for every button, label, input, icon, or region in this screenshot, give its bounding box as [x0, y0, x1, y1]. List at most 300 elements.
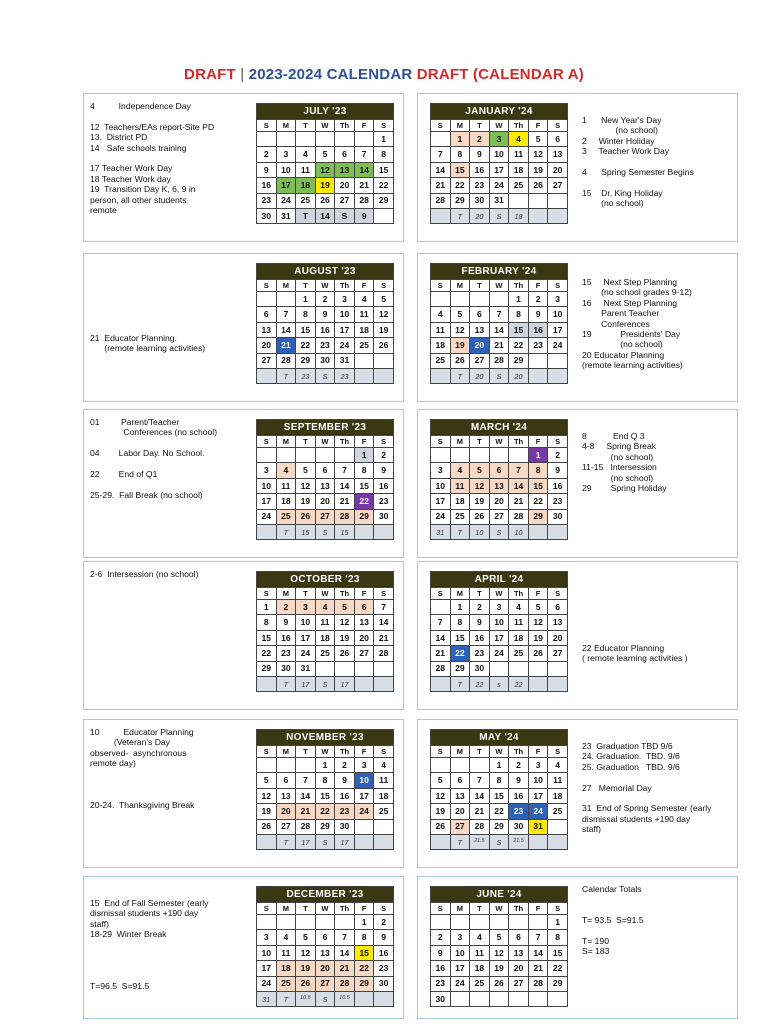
day-cell: 31 — [296, 661, 316, 676]
note-line — [582, 905, 736, 915]
day-cell: 13 — [509, 945, 529, 960]
day-cell: 20 — [548, 630, 568, 645]
day-cell: 8 — [354, 930, 374, 945]
day-cell: 21 — [276, 338, 296, 353]
note-line: 15 End of Fall Semester (early — [90, 898, 209, 908]
totals-cell: S — [315, 991, 335, 1006]
weekday-label: S — [374, 588, 394, 600]
day-cell: 23 — [257, 193, 277, 208]
note-line: 21 Educator Planning. — [90, 333, 177, 343]
weekday-label: S — [431, 746, 451, 758]
totals-cell — [548, 834, 568, 849]
calendar-sep23 — [256, 419, 394, 540]
calendar-jun24 — [430, 886, 568, 1007]
note-line — [582, 157, 736, 167]
day-cell — [374, 353, 394, 368]
note-line: remote — [90, 205, 117, 216]
day-cell: 23 — [335, 804, 355, 819]
weekday-label: W — [489, 588, 509, 600]
note-line: 15 Dr. King Holiday — [582, 187, 663, 198]
weekday-label: T — [470, 280, 490, 292]
notes-dec23 — [90, 898, 252, 992]
note-line — [90, 153, 252, 163]
day-cell — [489, 448, 509, 463]
day-cell: 15 — [450, 630, 470, 645]
day-cell: 20 — [509, 961, 529, 976]
day-cell: 25 — [431, 353, 451, 368]
day-cell: 16 — [315, 322, 335, 337]
day-cell: 18 — [296, 178, 316, 193]
day-cell: 24 — [257, 976, 277, 991]
day-cell: 27 — [450, 819, 470, 834]
weekday-label: F — [354, 280, 374, 292]
week-row — [257, 661, 394, 676]
note-line — [90, 769, 252, 779]
day-cell — [431, 292, 451, 307]
day-cell: 21 — [335, 961, 355, 976]
day-cell: 28 — [296, 819, 316, 834]
calendar-title-row — [431, 730, 568, 746]
day-cell: 10 — [276, 162, 296, 177]
totals-row — [257, 676, 394, 691]
calendar-nov23 — [256, 729, 394, 850]
day-cell: 17 — [431, 494, 451, 509]
day-cell: 14 — [489, 322, 509, 337]
note-line: 22 Educator Planning — [582, 643, 665, 653]
weekday-label: F — [528, 120, 548, 132]
day-cell: 13 — [276, 788, 296, 803]
totals-cell: 21.5 — [509, 834, 529, 849]
totals-cell — [548, 676, 568, 691]
totals-cell: 10 — [509, 524, 529, 539]
day-cell: 20 — [548, 162, 568, 177]
day-cell: 8 — [450, 615, 470, 630]
calendar-month-title: SEPTEMBER '23 — [257, 420, 394, 436]
weekday-label: S — [374, 120, 394, 132]
day-cell — [528, 915, 548, 930]
day-cell: 14 — [296, 788, 316, 803]
weekday-label: S — [374, 280, 394, 292]
weekday-label: S — [431, 120, 451, 132]
day-cell: 25 — [374, 804, 394, 819]
day-cell: 16 — [470, 630, 490, 645]
day-cell: 22 — [450, 178, 470, 193]
day-cell: 28 — [509, 509, 529, 524]
day-cell: 5 — [374, 292, 394, 307]
day-cell — [315, 661, 335, 676]
day-cell: 3 — [548, 292, 568, 307]
title-separator: | — [240, 66, 245, 83]
week-row — [257, 615, 394, 630]
weekday-label: S — [548, 903, 568, 915]
title-draft-left: DRAFT — [184, 66, 236, 83]
day-cell — [296, 132, 316, 147]
day-cell: 1 — [296, 292, 316, 307]
totals-cell: S — [315, 676, 335, 691]
weekday-label: S — [374, 436, 394, 448]
day-cell: 1 — [450, 600, 470, 615]
day-cell — [257, 915, 277, 930]
note-line: 11-15 Intersession — [582, 462, 657, 473]
totals-cell: T — [276, 834, 296, 849]
day-cell: 16 — [528, 322, 548, 337]
day-cell: 27 — [489, 509, 509, 524]
day-cell — [528, 193, 548, 208]
day-cell: 21 — [296, 804, 316, 819]
weekday-label: S — [431, 903, 451, 915]
weekday-label: M — [450, 120, 470, 132]
day-cell — [548, 991, 568, 1006]
day-cell: 14 — [470, 788, 490, 803]
week-row — [257, 788, 394, 803]
day-cell: 5 — [296, 930, 316, 945]
note-line: (Veteran's Day — [90, 737, 170, 748]
note-line: (remote learning activities) — [582, 360, 683, 371]
weekday-label: S — [431, 280, 451, 292]
day-cell: 7 — [489, 307, 509, 322]
day-cell: 6 — [509, 930, 529, 945]
weekday-label: F — [528, 436, 548, 448]
weekday-label: W — [315, 588, 335, 600]
week-row — [431, 307, 568, 322]
totals-cell — [354, 991, 374, 1006]
weekday-label: S — [257, 120, 277, 132]
totals-cell — [528, 834, 548, 849]
day-cell: 17 — [489, 162, 509, 177]
totals-cell — [257, 676, 277, 691]
day-cell: 22 — [450, 646, 470, 661]
day-cell: 11 — [276, 478, 296, 493]
day-cell: 16 — [276, 630, 296, 645]
day-cell — [296, 758, 316, 773]
day-cell: 22 — [354, 494, 374, 509]
note-line: 22 End of Q1 — [90, 469, 158, 479]
calendar-month-title: JUNE '24 — [431, 887, 568, 903]
week-row — [431, 147, 568, 162]
day-cell: 15 — [489, 788, 509, 803]
day-cell: 13 — [450, 788, 470, 803]
day-cell: 27 — [470, 353, 490, 368]
day-cell: 28 — [431, 661, 451, 676]
day-cell: 4 — [450, 463, 470, 478]
day-cell: 29 — [296, 353, 316, 368]
day-cell: 22 — [315, 804, 335, 819]
day-cell: 18 — [276, 961, 296, 976]
day-cell: 26 — [374, 338, 394, 353]
day-cell: 5 — [450, 307, 470, 322]
totals-row — [257, 834, 394, 849]
weekday-label: T — [296, 280, 316, 292]
note-line: 20 Educator Planning — [582, 349, 665, 360]
day-cell: 31 — [489, 193, 509, 208]
totals-cell — [374, 834, 394, 849]
day-cell: 2 — [374, 448, 394, 463]
weekday-label: S — [548, 280, 568, 292]
day-cell: 28 — [354, 193, 374, 208]
day-cell: 8 — [450, 147, 470, 162]
week-row — [257, 353, 394, 368]
day-cell: 8 — [509, 307, 529, 322]
day-cell: 14 — [431, 162, 451, 177]
weekday-header-row — [431, 120, 568, 132]
day-cell — [489, 661, 509, 676]
title-draft-right: DRAFT (CALENDAR A) — [416, 66, 584, 83]
day-cell: 29 — [489, 819, 509, 834]
totals-cell: S — [489, 834, 509, 849]
day-cell: 4 — [296, 147, 316, 162]
totals-cell: T — [450, 208, 470, 223]
day-cell: 27 — [548, 178, 568, 193]
day-cell: 15 — [509, 322, 529, 337]
weekday-label: Th — [335, 588, 355, 600]
weekday-label: F — [528, 588, 548, 600]
day-cell: 24 — [354, 804, 374, 819]
day-cell: 23 — [528, 338, 548, 353]
totals-cell — [528, 524, 548, 539]
day-cell: 12 — [528, 615, 548, 630]
week-row — [431, 132, 568, 147]
day-cell: 9 — [528, 307, 548, 322]
totals-row — [431, 368, 568, 383]
day-cell: 14 — [335, 945, 355, 960]
day-cell: 14 — [315, 208, 335, 223]
totals-cell: 23 — [335, 368, 355, 383]
day-cell: 9 — [374, 930, 394, 945]
day-cell: 2 — [257, 147, 277, 162]
day-cell: 20 — [354, 630, 374, 645]
note-line: 4 Spring Semester Begins — [582, 167, 694, 178]
day-cell: 13 — [489, 478, 509, 493]
note-line: Parent Teacher — [582, 308, 660, 319]
day-cell: 10 — [450, 945, 470, 960]
day-cell: 7 — [335, 463, 355, 478]
day-cell: 19 — [374, 322, 394, 337]
day-cell: 27 — [548, 646, 568, 661]
calendar-title-row — [257, 730, 394, 746]
totals-cell — [548, 208, 568, 223]
weekday-label: T — [296, 588, 316, 600]
day-cell: 19 — [431, 804, 451, 819]
week-row — [431, 646, 568, 661]
day-cell: 1 — [548, 915, 568, 930]
day-cell: 24 — [450, 976, 470, 991]
totals-cell — [354, 834, 374, 849]
day-cell — [450, 292, 470, 307]
day-cell: 24 — [431, 509, 451, 524]
day-cell: 1 — [509, 292, 529, 307]
day-cell: 5 — [296, 463, 316, 478]
weekday-header-row — [431, 903, 568, 915]
weekday-header-row — [431, 280, 568, 292]
day-cell: 23 — [548, 494, 568, 509]
day-cell: 25 — [548, 804, 568, 819]
note-line: 27 Memorial Day — [582, 782, 652, 793]
day-cell: 12 — [470, 478, 490, 493]
day-cell: 17 — [257, 961, 277, 976]
day-cell: 28 — [528, 976, 548, 991]
weekday-label: S — [374, 903, 394, 915]
week-row — [431, 773, 568, 788]
note-line — [90, 940, 252, 950]
weekday-label: Th — [335, 120, 355, 132]
note-line: 15 Next Step Planning — [582, 277, 678, 287]
week-row — [431, 630, 568, 645]
weekday-label: S — [257, 280, 277, 292]
day-cell: 21 — [509, 494, 529, 509]
calendar-feb24 — [430, 263, 568, 384]
day-cell: 7 — [431, 147, 451, 162]
day-cell: 24 — [548, 338, 568, 353]
day-cell: 3 — [257, 463, 277, 478]
calendar-title-row — [431, 104, 568, 120]
day-cell: 17 — [335, 322, 355, 337]
day-cell: 6 — [315, 463, 335, 478]
day-cell: 8 — [489, 773, 509, 788]
day-cell: 3 — [431, 463, 451, 478]
day-cell: 30 — [257, 208, 277, 223]
week-row — [431, 945, 568, 960]
day-cell: 26 — [296, 509, 316, 524]
day-cell: 21 — [489, 338, 509, 353]
day-cell — [470, 448, 490, 463]
week-row — [257, 147, 394, 162]
day-cell: 19 — [528, 630, 548, 645]
note-line: 12 Teachers/EAs report-Site PD — [90, 121, 215, 132]
day-cell: 3 — [450, 930, 470, 945]
day-cell: 10 — [548, 307, 568, 322]
note-line: 8 End Q 3 — [582, 431, 645, 441]
day-cell: 6 — [489, 463, 509, 478]
note-line: ( remote learning activities ) — [582, 653, 688, 664]
day-cell: 15 — [315, 788, 335, 803]
note-line: (no school grades 9-12) — [582, 287, 692, 298]
day-cell — [315, 448, 335, 463]
day-cell: 2 — [548, 448, 568, 463]
day-cell: 14 — [509, 478, 529, 493]
day-cell: 23 — [470, 646, 490, 661]
weekday-label: S — [548, 588, 568, 600]
day-cell: 22 — [509, 338, 529, 353]
day-cell: 11 — [431, 322, 451, 337]
weekday-label: M — [276, 588, 296, 600]
week-row — [431, 162, 568, 177]
week-row — [257, 773, 394, 788]
totals-cell: 10.5 — [335, 991, 355, 1006]
week-row — [257, 976, 394, 991]
day-cell: 7 — [296, 773, 316, 788]
weekday-header-row — [431, 588, 568, 600]
day-cell: 24 — [335, 338, 355, 353]
note-line: (no school) — [582, 451, 654, 462]
day-cell: 19 — [296, 961, 316, 976]
week-row — [431, 915, 568, 930]
day-cell: 8 — [354, 463, 374, 478]
day-cell: 10 — [257, 478, 277, 493]
day-cell — [548, 353, 568, 368]
page-title — [0, 66, 768, 83]
day-cell: 12 — [528, 147, 548, 162]
calendar-title-row — [431, 264, 568, 280]
totals-cell: T — [450, 676, 470, 691]
day-cell: 21 — [528, 961, 548, 976]
notes-jan24 — [582, 115, 736, 209]
day-cell: 2 — [431, 930, 451, 945]
day-cell: 6 — [315, 930, 335, 945]
day-cell: 7 — [509, 463, 529, 478]
notes-jun24 — [582, 884, 736, 957]
day-cell: 9 — [470, 147, 490, 162]
totals-cell: 23 — [296, 368, 316, 383]
calendar-title-row — [257, 264, 394, 280]
day-cell: 13 — [548, 615, 568, 630]
week-row — [257, 509, 394, 524]
day-cell: 31 — [528, 819, 548, 834]
day-cell: 2 — [315, 292, 335, 307]
weekday-label: Th — [509, 903, 529, 915]
day-cell: 21 — [431, 178, 451, 193]
day-cell: 20 — [315, 494, 335, 509]
notes-nov23 — [90, 727, 252, 810]
day-cell: 9 — [335, 773, 355, 788]
week-row — [257, 338, 394, 353]
day-cell: 22 — [296, 338, 316, 353]
notes-mar24 — [582, 431, 736, 493]
day-cell: 7 — [276, 307, 296, 322]
day-cell: 4 — [315, 600, 335, 615]
day-cell: 3 — [257, 930, 277, 945]
weekday-label: W — [315, 436, 335, 448]
note-line — [90, 950, 252, 960]
totals-cell — [257, 524, 277, 539]
day-cell: 27 — [257, 353, 277, 368]
day-cell: 21 — [354, 178, 374, 193]
note-line: 24. Graduation. TBD. 9/6 — [582, 751, 680, 762]
day-cell: 14 — [354, 162, 374, 177]
note-line: (no school) — [582, 125, 658, 136]
notes-may24 — [582, 741, 736, 835]
week-row — [257, 448, 394, 463]
day-cell: 1 — [489, 758, 509, 773]
day-cell: 28 — [470, 819, 490, 834]
day-cell: 4 — [354, 292, 374, 307]
weekday-header-row — [257, 120, 394, 132]
day-cell — [354, 132, 374, 147]
day-cell: 9 — [548, 463, 568, 478]
note-line — [582, 793, 736, 803]
note-line: 2 Winter Holiday — [582, 135, 655, 146]
day-cell: 18 — [450, 494, 470, 509]
week-row — [431, 193, 568, 208]
day-cell: 30 — [374, 976, 394, 991]
note-line — [90, 459, 252, 469]
totals-cell — [257, 834, 277, 849]
week-row — [257, 208, 394, 223]
day-cell — [276, 132, 296, 147]
day-cell: 2 — [470, 600, 490, 615]
week-row — [257, 162, 394, 177]
day-cell: 20 — [257, 338, 277, 353]
weekday-label: F — [354, 746, 374, 758]
totals-cell — [374, 991, 394, 1006]
week-row — [257, 630, 394, 645]
day-cell: 4 — [276, 463, 296, 478]
day-cell — [509, 991, 529, 1006]
day-cell: 16 — [335, 788, 355, 803]
weekday-label: W — [489, 903, 509, 915]
calendar-apr24 — [430, 571, 568, 692]
weekday-label: S — [431, 436, 451, 448]
calendar-title-row — [431, 572, 568, 588]
